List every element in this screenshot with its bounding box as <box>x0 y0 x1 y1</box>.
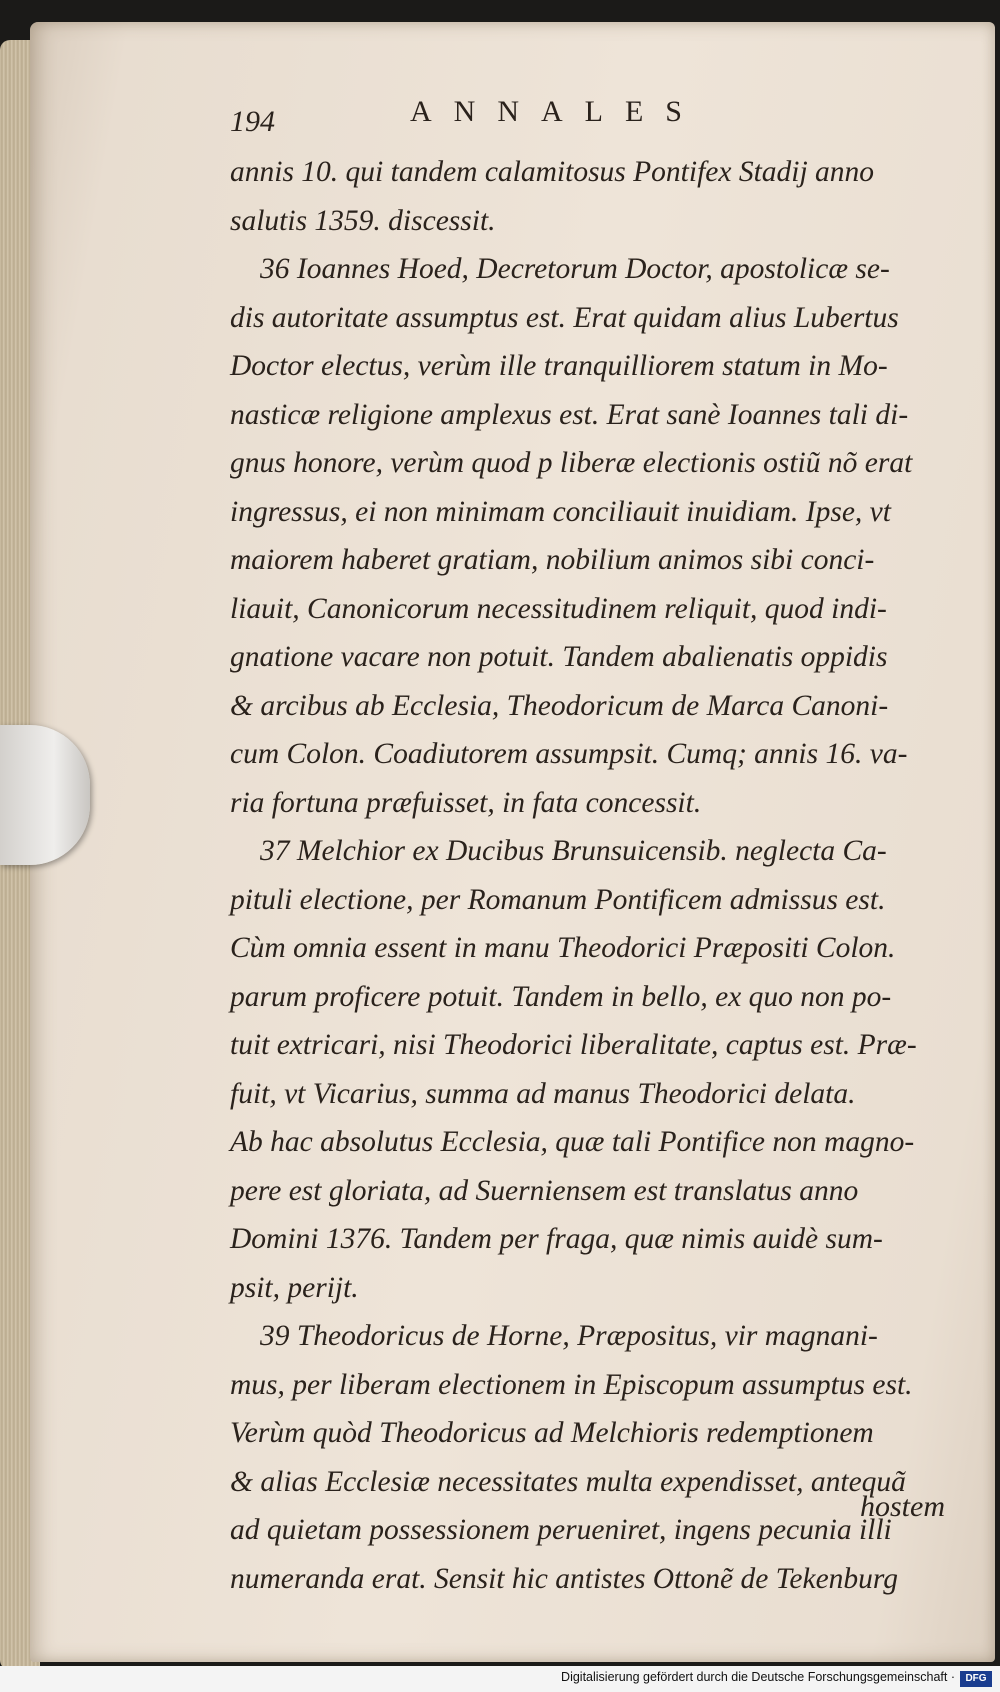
page-header <box>230 95 950 140</box>
text-line: tuit extricari, nisi Theodorici liberalitate, captus est. Præ- <box>230 1029 917 1061</box>
text-line: nasticæ religione amplexus est. Erat sanè Ioannes tali di- <box>230 398 909 431</box>
text-line: Domini 1376. Tandem per fraga, quæ nimis auidè sum- <box>230 1223 883 1255</box>
text-line: dis autoritate assumptus est. Erat quidam alius Lubertus <box>230 301 899 334</box>
text-line: liauit, Canonicorum necessitudinem reliquit, quod indi- <box>230 592 887 625</box>
text-line: fuit, vt Vicarius, summa ad manus Theodorici delata. <box>230 1077 856 1110</box>
text-line: & alias Ecclesiæ necessitates multa expendisset, antequã <box>230 1465 906 1498</box>
footer-credit: Digitalisierung gefördert durch die Deutsche Forschungsgemeinschaft · <box>561 1670 955 1684</box>
text-line: Doctor electus, verùm ille tranquilliorem statum in Mo- <box>230 350 888 382</box>
text-line: maiorem haberet gratiam, nobilium animos sibi conci- <box>230 544 875 576</box>
text-line: 36 Ioannes Hoed, Decretorum Doctor, apostolicæ se- <box>260 253 890 285</box>
text-line: gnus honore, verùm quod p liberæ electionis ostiũ nõ erat <box>230 447 913 479</box>
text-line: mus, per liberam electionem in Episcopum assumptus est. <box>230 1368 913 1401</box>
text-line: Ab hac absolutus Ecclesia, quæ tali Pontifice non magno- <box>230 1126 915 1158</box>
text-line: numeranda erat. Sensit hic antistes Ottonẽ de Tekenburg <box>230 1562 899 1595</box>
dfg-logo: DFG <box>960 1671 992 1687</box>
body-text <box>230 148 965 1603</box>
text-line: psit, periјt. <box>230 1271 359 1304</box>
text-line: cum Colon. Coadiutorem assumpsit. Cumq; annis 16. va- <box>230 738 908 770</box>
page-number: 194 <box>230 105 275 138</box>
text-line: parum proficere potuit. Tandem in bello, ex quo non po- <box>230 980 892 1013</box>
digitization-footer <box>0 1666 1000 1692</box>
text-line: gnatione vacare non potuit. Tandem abalienatis oppidis <box>230 641 888 673</box>
text-line: pere est gloriata, ad Suerniensem est translatus anno <box>230 1174 859 1207</box>
text-line: ad quietam possessionem perueniret, ingens pecunia illi <box>230 1514 892 1546</box>
catchword: hostem <box>860 1490 945 1523</box>
text-line: annis 10. qui tandem calamitosus Pontifex Stadij anno <box>230 156 875 188</box>
text-line: pituli electione, per Romanum Pontificem admissus est. <box>230 883 886 916</box>
text-line: ingressus, ei non minimam conciliauit inuidiam. Ipse, vt <box>230 495 891 528</box>
text-line: Verùm quòd Theodoricus ad Melchioris redemptionem <box>230 1417 874 1449</box>
text-line: 39 Theodoricus de Horne, Præpositus, vir magnani- <box>260 1320 878 1352</box>
text-line: 37 Melchior ex Ducibus Brunsuicensib. neglecta Ca- <box>260 835 887 867</box>
text-line: salutis 1359. discessit. <box>230 204 496 237</box>
text-line: ria fortuna præfuisset, in fata concessit. <box>230 786 702 819</box>
text-line: Cùm omnia essent in manu Theodorici Præpositi Colon. <box>230 932 896 964</box>
running-title: ANNALES <box>410 95 704 128</box>
text-line: & arcibus ab Ecclesia, Theodoricum de Marca Canoni- <box>230 689 889 722</box>
